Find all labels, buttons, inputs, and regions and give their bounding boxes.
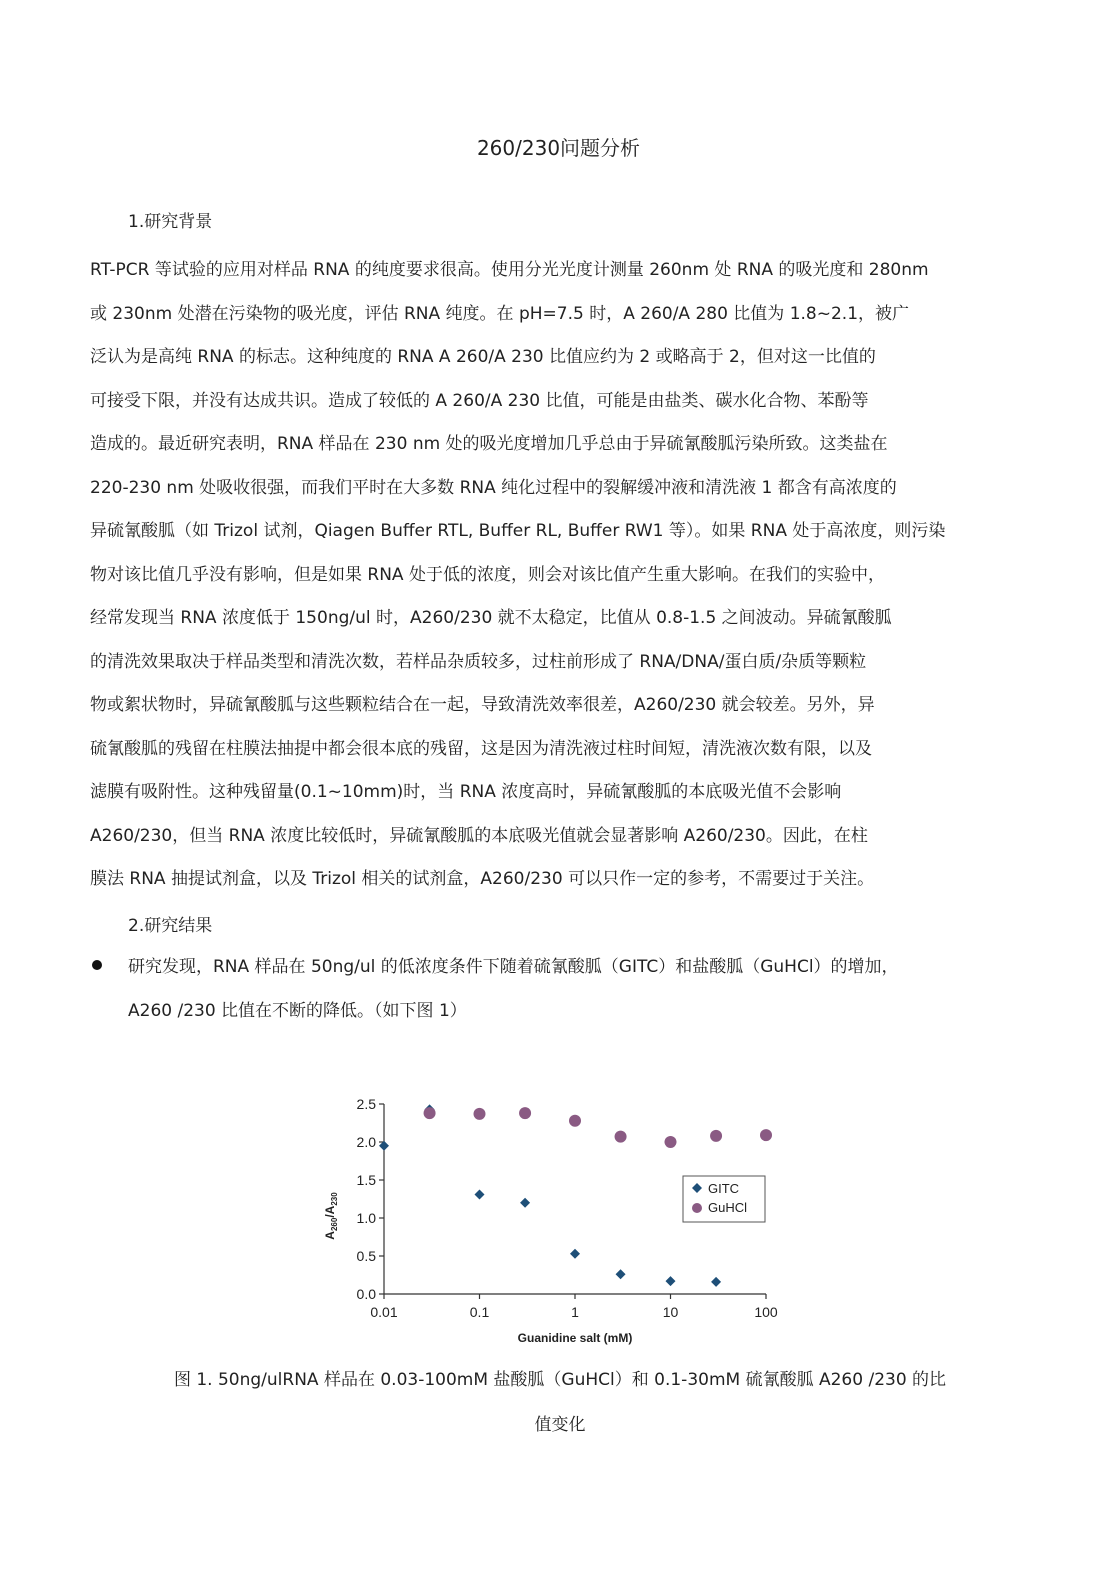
bullet-line: A260 /230 比值在不断的降低。（如下图 1） — [128, 1001, 467, 1021]
paragraph-line: 泛认为是高纯 RNA 的标志。这种纯度的 RNA A 260/A 230 比值应约为 2 或略高于 2，但对这一比值的 — [90, 347, 876, 367]
paragraph-line: 异硫氰酸胍（如 Trizol 试剂，Qiagen Buffer RTL, Buffer RL, Buffer RW1 等）。如果 RNA 处于高浓度，则污染 — [90, 521, 946, 541]
paragraph-line: 膜法 RNA 抽提试剂盒，以及 Trizol 相关的试剂盒，A260/230 可以只作一定的参考，不需要过于关注。 — [90, 869, 875, 889]
legend-guhcl-marker — [692, 1203, 702, 1213]
paragraph-line: 的清洗效果取决于样品类型和清洗次数，若样品杂质较多，过柱前形成了 RNA/DNA/蛋白质/杂质等颗粒 — [90, 651, 867, 672]
paragraph-line: A260/230，但当 RNA 浓度比较低时，异硫氰酸胍的本底吸光值就会显著影响 A260/230。因此，在柱 — [90, 825, 868, 846]
y-tick-label: 0.5 — [356, 1248, 376, 1264]
gitc-point — [475, 1189, 485, 1199]
guhcl-point — [710, 1130, 722, 1142]
legend-gitc-label: GITC — [708, 1181, 740, 1196]
gitc-point — [711, 1277, 721, 1287]
paragraph-line: 造成的。最近研究表明，RNA 样品在 230 nm 处的吸光度增加几乎总由于异硫氰酸胍污染所致。这类盐在 — [90, 434, 888, 454]
gitc-point — [666, 1276, 676, 1286]
chart-legend — [683, 1176, 765, 1222]
paragraph-line: 经常发现当 RNA 浓度低于 150ng/ul 时，A260/230 就不太稳定，比值从 0.8-1.5 之间波动。异硫氰酸胍 — [90, 608, 892, 628]
guhcl-point — [474, 1108, 486, 1120]
background-paragraph — [90, 249, 990, 902]
y-tick-label: 1.0 — [356, 1210, 376, 1226]
legend-guhcl-label: GuHCl — [708, 1200, 748, 1215]
guhcl-point — [760, 1129, 772, 1141]
paragraph-line: 220-230 nm 处吸收很强，而我们平时在大多数 RNA 纯化过程中的裂解缓冲液和清洗液 1 都含有高浓度的 — [90, 477, 897, 498]
guhcl-point — [615, 1131, 627, 1143]
paragraph-line: 物或絮状物时，异硫氰酸胍与这些颗粒结合在一起，导致清洗效率很差，A260/230 就会较差。另外，异 — [90, 695, 875, 715]
gitc-point — [520, 1198, 530, 1208]
guanidine-scatter-chart — [323, 1090, 788, 1352]
x-tick-label: 10 — [662, 1304, 679, 1320]
gitc-point — [616, 1269, 626, 1279]
page-title: 260/230问题分析 — [476, 136, 641, 160]
guhcl-point — [424, 1107, 436, 1119]
bullet-line: 研究发现，RNA 样品在 50ng/ul 的低浓度条件下随着硫氰酸胍（GITC）和盐酸胍（GuHCl）的增加， — [128, 957, 899, 977]
x-tick-label: 0.01 — [370, 1304, 398, 1320]
paragraph-line: 可接受下限，并没有达成共识。造成了较低的 A 260/A 230 比值，可能是由盐类、碳水化合物、苯酚等 — [90, 390, 869, 411]
x-axis-label: Guanidine salt (mM) — [517, 1331, 633, 1345]
guhcl-point — [569, 1115, 581, 1127]
section-heading-results: 2.研究结果 — [128, 916, 213, 936]
gitc-point — [570, 1249, 580, 1259]
paragraph-line: 或 230nm 处潜在污染物的吸光度，评估 RNA 纯度。在 pH=7.5 时，A 260/A 280 比值为 1.8~2.1，被广 — [90, 303, 910, 324]
paragraph-line: RT-PCR 等试验的应用对样品 RNA 的纯度要求很高。使用分光光度计测量 260nm 处 RNA 的吸光度和 280nm — [90, 260, 929, 280]
paragraph-line: 物对该比值几乎没有影响，但是如果 RNA 处于低的浓度，则会对该比值产生重大影响。在我们的实验中， — [90, 564, 885, 585]
y-tick-label: 1.5 — [356, 1172, 376, 1188]
paragraph-line: 硫氰酸胍的残留在柱膜法抽提中都会很本底的残留，这是因为清洗液过柱时间短，清洗液次数有限，以及 — [90, 738, 872, 759]
bullet-item — [128, 945, 992, 1033]
paragraph-line: 滤膜有吸附性。这种残留量(0.1~10mm)时，当 RNA 浓度高时，异硫氰酸胍的本底吸光值不会影响 — [90, 782, 842, 802]
caption-line: 值变化 — [534, 1415, 586, 1435]
x-tick-label: 0.1 — [469, 1304, 490, 1320]
y-tick-label: 2.5 — [356, 1096, 376, 1112]
figure-caption — [130, 1358, 990, 1448]
y-axis-label: $A_{260}/A_{230}$ — [323, 1192, 339, 1240]
x-tick-label: 100 — [754, 1304, 778, 1320]
y-tick-label: 2.0 — [356, 1134, 376, 1150]
guhcl-point — [665, 1136, 677, 1148]
caption-line: 图 1. 50ng/ulRNA 样品在 0.03-100mM 盐酸胍（GuHCl）和 0.1-30mM 硫氰酸胍 A260 /230 的比 — [173, 1370, 947, 1390]
guhcl-point — [519, 1107, 531, 1119]
section-heading-background: 1.研究背景 — [128, 212, 213, 232]
bullet-icon — [92, 960, 102, 970]
x-tick-label: 1 — [571, 1304, 579, 1320]
y-tick-label: 0.0 — [356, 1286, 376, 1302]
